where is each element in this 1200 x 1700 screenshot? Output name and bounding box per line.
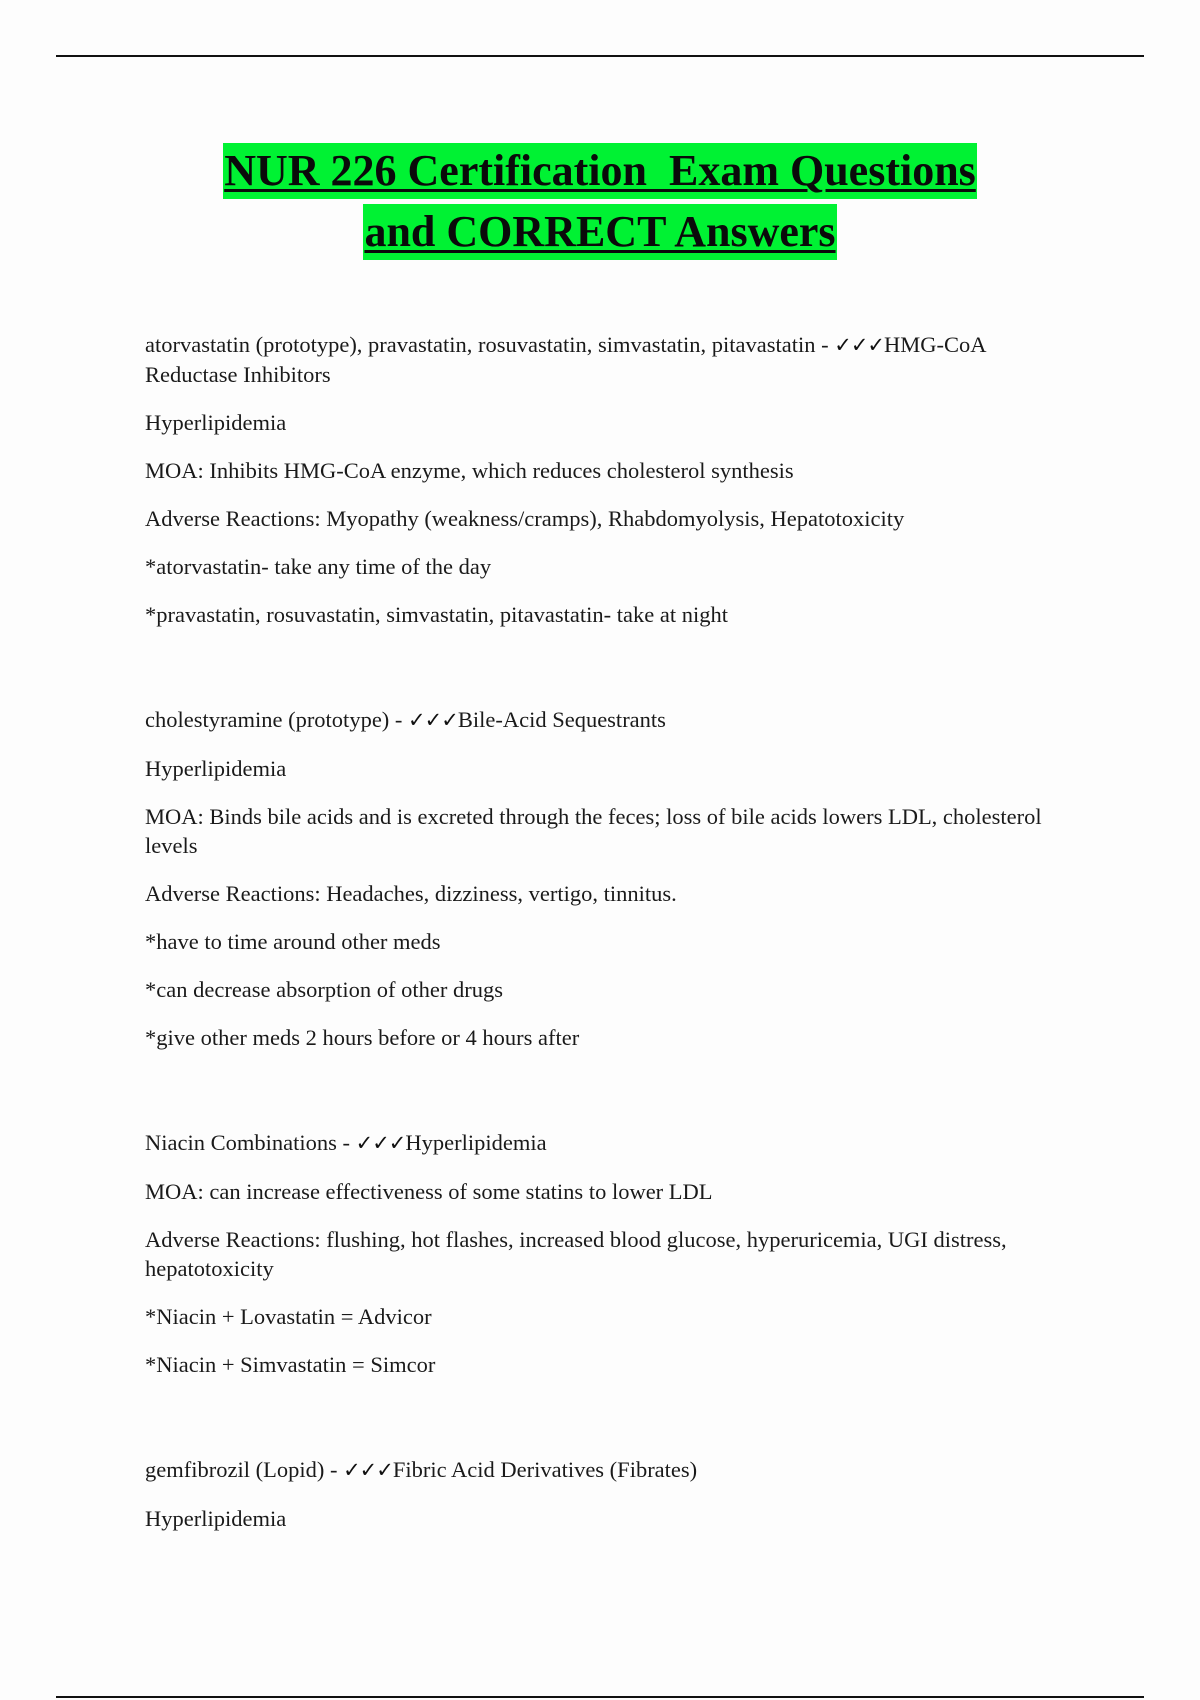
qa-section	[145, 1455, 1080, 1533]
question-line	[145, 705, 1080, 735]
footer-rule	[56, 1696, 1144, 1698]
check-mark-icon: ✓✓✓	[408, 708, 458, 732]
answer-text: HMG-CoA Reductase Inhibitors	[145, 332, 986, 387]
question-text: cholestyramine (prototype) -	[145, 707, 409, 732]
check-mark-icon: ✓✓✓	[343, 1458, 393, 1482]
answer-line: Hyperlipidemia	[145, 756, 287, 781]
answer-line: *Niacin + Simvastatin = Simcor	[145, 1352, 436, 1377]
question-text: atorvastatin (prototype), pravastatin, rosuvastatin, simvastatin, pitavastatin -	[145, 332, 835, 357]
question-text: gemfibrozil (Lopid) -	[145, 1457, 344, 1482]
answer-line: *pravastatin, rosuvastatin, simvastatin, pitavastatin- take at night	[145, 602, 728, 627]
answer-text: Fibric Acid Derivatives (Fibrates)	[392, 1457, 698, 1482]
answer-line: *Niacin + Lovastatin = Advicor	[145, 1304, 432, 1329]
document-title	[0, 143, 1200, 265]
answer-line: MOA: Binds bile acids and is excreted through the feces; loss of bile acids lowers LDL, cholesterol levels	[145, 804, 1042, 858]
answer-line: *atorvastatin- take any time of the day	[145, 554, 492, 579]
qa-section	[145, 330, 1080, 629]
answer-line: Hyperlipidemia	[145, 410, 287, 435]
answer-line: *have to time around other meds	[145, 929, 441, 954]
answer-text: Hyperlipidemia	[405, 1130, 547, 1155]
qa-section	[145, 705, 1080, 1052]
answer-line: MOA: Inhibits HMG-CoA enzyme, which reduces cholesterol synthesis	[145, 458, 794, 483]
title-line-1: NUR 226 Certification Exam Questions	[223, 143, 977, 199]
title-line-2: and CORRECT Answers	[363, 204, 836, 260]
answer-text: Bile-Acid Sequestrants	[457, 707, 666, 732]
answer-line: Adverse Reactions: Headaches, dizziness, vertigo, tinnitus.	[145, 881, 677, 906]
question-text: Niacin Combinations -	[145, 1130, 356, 1155]
question-line	[145, 1455, 1080, 1485]
qa-section	[145, 1128, 1080, 1379]
question-line	[145, 1128, 1080, 1158]
answer-line: Adverse Reactions: Myopathy (weakness/cramps), Rhabdomyolysis, Hepatotoxicity	[145, 506, 905, 531]
header-rule	[56, 55, 1144, 57]
qa-content	[145, 330, 1080, 1609]
answer-line: MOA: can increase effectiveness of some statins to lower LDL	[145, 1179, 713, 1204]
answer-line: Hyperlipidemia	[145, 1506, 287, 1531]
answer-line: *give other meds 2 hours before or 4 hours after	[145, 1025, 580, 1050]
check-mark-icon: ✓✓✓	[355, 1131, 406, 1155]
answer-line: *can decrease absorption of other drugs	[145, 977, 503, 1002]
answer-line: Adverse Reactions: flushing, hot flashes, increased blood glucose, hyperuricemia, UGI distress, hepatotoxicity	[145, 1227, 1007, 1281]
question-line	[145, 330, 1080, 389]
check-mark-icon: ✓✓✓	[834, 333, 885, 357]
